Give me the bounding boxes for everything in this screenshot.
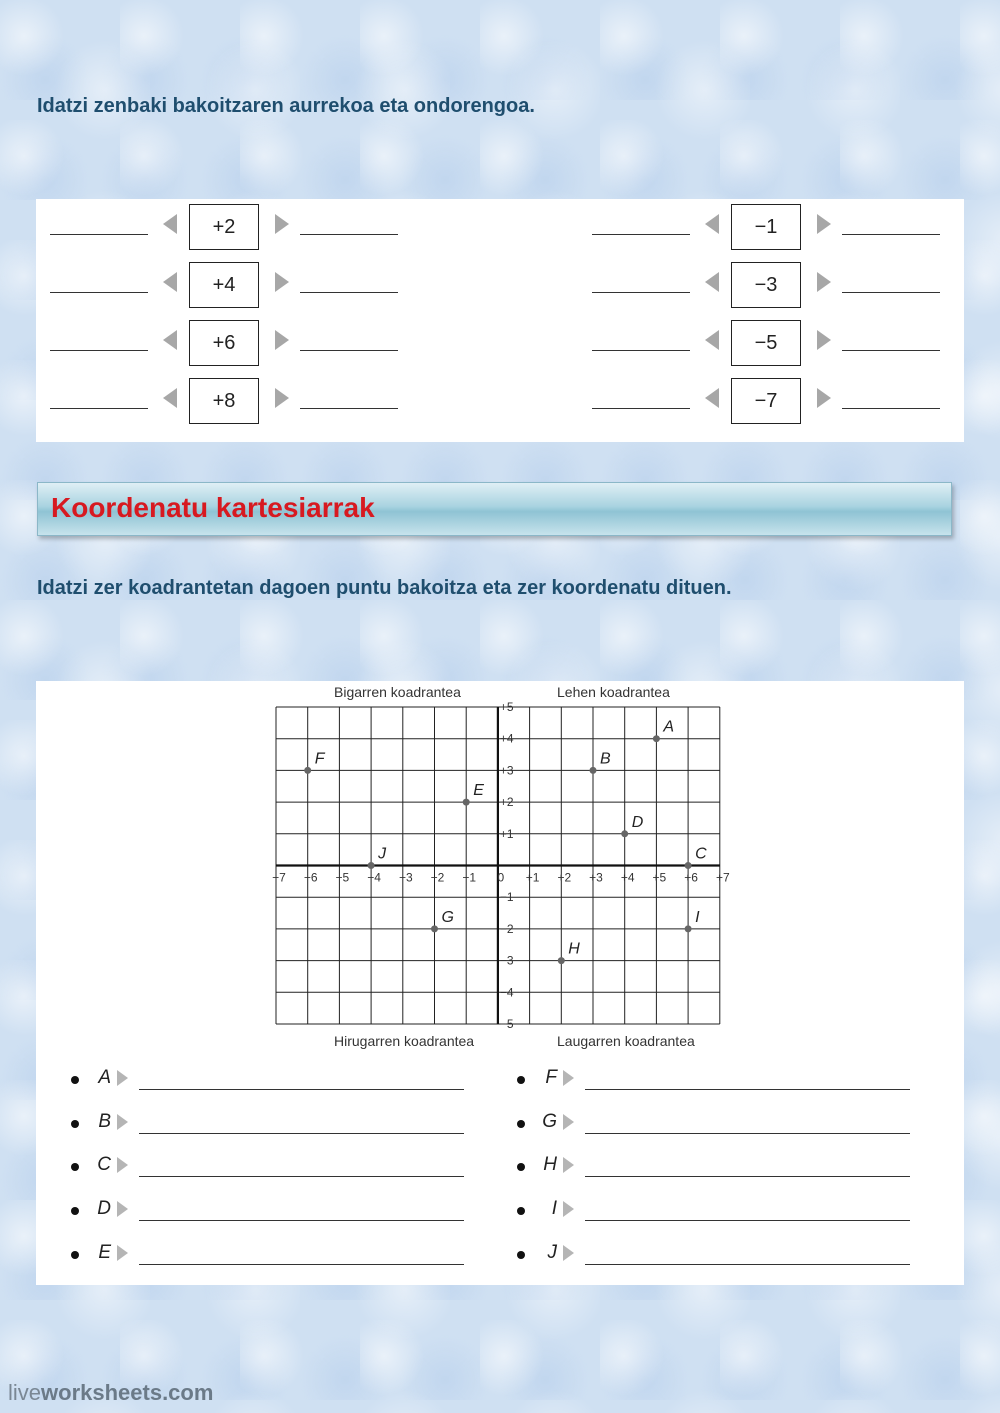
sequence-row-left <box>37 202 387 252</box>
point-letter: I <box>551 1198 557 1220</box>
sequence-row-left <box>37 318 387 368</box>
point-letter: D <box>97 1198 111 1220</box>
point-letter: F <box>545 1067 557 1088</box>
point-label-a: A <box>663 718 675 736</box>
number-box: −5 <box>731 320 801 366</box>
left-arrow-icon <box>163 272 177 292</box>
point-e <box>463 799 470 806</box>
x-tick-label: +2 <box>557 870 572 885</box>
x-tick-label: +5 <box>652 870 667 885</box>
number-box: +4 <box>189 262 259 308</box>
y-tick-label: −1 <box>499 890 514 905</box>
previous-number-blank[interactable] <box>592 292 690 293</box>
bullet-icon <box>517 1207 525 1215</box>
sequence-row-right <box>579 318 929 368</box>
x-tick-label: −4 <box>367 870 381 885</box>
sequence-row-left <box>37 260 387 310</box>
answer-row <box>517 1198 937 1228</box>
next-number-blank[interactable] <box>842 350 940 351</box>
left-arrow-icon <box>705 388 719 408</box>
answer-row <box>71 1154 491 1184</box>
right-arrow-icon <box>275 214 289 234</box>
y-tick-label: −5 <box>499 1017 514 1030</box>
bullet-icon <box>517 1163 525 1171</box>
cartesian-grid <box>266 700 736 1030</box>
answer-blank[interactable] <box>139 1133 464 1134</box>
pointer-arrow-icon <box>117 1245 128 1261</box>
right-arrow-icon <box>817 214 831 234</box>
sequence-row-left <box>37 376 387 426</box>
y-tick-label: −3 <box>499 953 514 968</box>
answer-blank[interactable] <box>585 1089 910 1090</box>
first-quadrant-label: Lehen koadrantea <box>557 684 670 700</box>
y-tick-label: +1 <box>499 826 514 841</box>
y-tick-label: −2 <box>499 921 514 936</box>
x-tick-label: +1 <box>525 870 540 885</box>
answer-blank[interactable] <box>139 1220 464 1221</box>
pointer-arrow-icon <box>563 1245 574 1261</box>
next-number-blank[interactable] <box>842 234 940 235</box>
x-tick-label: −1 <box>462 870 477 885</box>
pointer-arrow-icon <box>563 1201 574 1217</box>
pointer-arrow-icon <box>117 1114 128 1130</box>
previous-number-blank[interactable] <box>50 408 148 409</box>
x-tick-label: −5 <box>335 870 350 885</box>
right-arrow-icon <box>275 330 289 350</box>
point-label-c: C <box>695 845 707 863</box>
point-letter: J <box>547 1241 557 1263</box>
left-arrow-icon <box>163 214 177 234</box>
answer-blank[interactable] <box>585 1264 910 1265</box>
pointer-arrow-icon <box>563 1157 574 1173</box>
next-number-blank[interactable] <box>842 408 940 409</box>
y-tick-label: +2 <box>499 795 514 810</box>
point-label-b: B <box>600 750 611 768</box>
pointer-arrow-icon <box>563 1070 574 1086</box>
bullet-icon <box>71 1251 79 1259</box>
point-letter: E <box>98 1241 111 1263</box>
section-title: Koordenatu kartesiarrak <box>51 492 375 523</box>
right-arrow-icon <box>275 272 289 292</box>
fourth-quadrant-label: Laugarren koadrantea <box>557 1033 695 1049</box>
second-quadrant-label: Bigarren koadrantea <box>334 684 461 700</box>
next-number-blank[interactable] <box>300 292 398 293</box>
bullet-icon <box>517 1251 525 1259</box>
answer-row <box>517 1067 937 1097</box>
answer-blank[interactable] <box>139 1176 464 1177</box>
number-box: −1 <box>731 204 801 250</box>
point-letter: H <box>543 1154 557 1176</box>
point-label-d: D <box>631 813 644 831</box>
previous-number-blank[interactable] <box>592 350 690 351</box>
answer-row <box>71 1198 491 1228</box>
left-arrow-icon <box>705 330 719 350</box>
sequence-row-right <box>579 260 929 310</box>
right-arrow-icon <box>817 330 831 350</box>
point-label-i: I <box>695 908 700 926</box>
bullet-icon <box>71 1207 79 1215</box>
answer-blank[interactable] <box>585 1176 910 1177</box>
left-arrow-icon <box>163 330 177 350</box>
previous-number-blank[interactable] <box>50 350 148 351</box>
pointer-arrow-icon <box>117 1070 128 1086</box>
x-tick-label: −7 <box>272 870 286 885</box>
point-j <box>368 862 375 869</box>
liveworksheets-logo <box>8 1380 213 1406</box>
next-number-blank[interactable] <box>300 234 398 235</box>
left-arrow-icon <box>705 272 719 292</box>
left-arrow-icon <box>163 388 177 408</box>
number-box: +2 <box>189 204 259 250</box>
answer-row <box>517 1154 937 1184</box>
sequence-row-right <box>579 202 929 252</box>
answer-blank[interactable] <box>585 1133 910 1134</box>
previous-number-blank[interactable] <box>50 292 148 293</box>
section-banner <box>37 482 952 536</box>
point-h <box>558 957 565 964</box>
point-g <box>431 925 438 932</box>
exercise1-instruction: Idatzi zenbaki bakoitzaren aurrekoa eta ondorengoa. <box>37 95 535 117</box>
number-box: +8 <box>189 378 259 424</box>
answer-row <box>71 1242 491 1272</box>
x-tick-label: +3 <box>589 870 603 885</box>
y-tick-label: +5 <box>499 700 514 714</box>
y-tick-label: −4 <box>499 985 514 1000</box>
right-arrow-icon <box>817 388 831 408</box>
point-label-f: F <box>314 750 325 768</box>
answer-blank[interactable] <box>139 1089 464 1090</box>
number-box: −3 <box>731 262 801 308</box>
bullet-icon <box>71 1163 79 1171</box>
point-b <box>590 767 597 774</box>
pointer-arrow-icon <box>117 1201 128 1217</box>
sequence-row-right <box>579 376 929 426</box>
third-quadrant-label: Hirugarren koadrantea <box>334 1033 475 1049</box>
x-tick-label: +7 <box>715 870 730 885</box>
previous-number-blank[interactable] <box>50 234 148 235</box>
previous-number-blank[interactable] <box>592 234 690 235</box>
point-letter: G <box>542 1110 557 1132</box>
x-tick-label: +4 <box>620 870 635 885</box>
point-c <box>685 862 692 869</box>
bullet-icon <box>517 1076 525 1084</box>
point-label-e: E <box>473 782 484 800</box>
answer-blank[interactable] <box>139 1264 464 1265</box>
point-label-h: H <box>568 940 580 958</box>
number-box: +6 <box>189 320 259 366</box>
point-letter: B <box>98 1110 111 1132</box>
point-i <box>685 925 692 932</box>
bullet-icon <box>71 1076 79 1084</box>
x-tick-label: +6 <box>684 870 698 885</box>
answer-blank[interactable] <box>585 1220 910 1221</box>
point-letter: A <box>98 1067 111 1088</box>
point-a <box>653 735 660 742</box>
left-arrow-icon <box>705 214 719 234</box>
x-tick-label: −3 <box>398 870 413 885</box>
exercise1-panel <box>36 199 964 442</box>
point-label-j: J <box>378 845 387 863</box>
answer-row <box>517 1242 937 1272</box>
pointer-arrow-icon <box>117 1157 128 1173</box>
number-box: −7 <box>731 378 801 424</box>
next-number-blank[interactable] <box>300 350 398 351</box>
brand-bold: worksheets.com <box>41 1380 214 1405</box>
bullet-icon <box>517 1120 525 1128</box>
point-label-g: G <box>441 908 454 926</box>
x-tick-label: −2 <box>430 870 445 885</box>
point-letter: C <box>97 1154 111 1176</box>
answer-row <box>71 1067 491 1097</box>
next-number-blank[interactable] <box>300 408 398 409</box>
pointer-arrow-icon <box>563 1114 574 1130</box>
point-f <box>304 767 311 774</box>
next-number-blank[interactable] <box>842 292 940 293</box>
previous-number-blank[interactable] <box>592 408 690 409</box>
right-arrow-icon <box>817 272 831 292</box>
y-tick-label: +3 <box>499 763 514 778</box>
point-d <box>621 830 628 837</box>
x-tick-label: 0 <box>497 870 505 885</box>
exercise2-instruction: Idatzi zer koadrantetan dagoen puntu bakoitza eta zer koordenatu dituen. <box>37 577 732 599</box>
answer-row <box>71 1111 491 1141</box>
brand-light: live <box>8 1380 42 1405</box>
answer-row <box>517 1111 937 1141</box>
right-arrow-icon <box>275 388 289 408</box>
bullet-icon <box>71 1120 79 1128</box>
x-tick-label: −6 <box>303 870 318 885</box>
y-tick-label: +4 <box>499 731 514 746</box>
